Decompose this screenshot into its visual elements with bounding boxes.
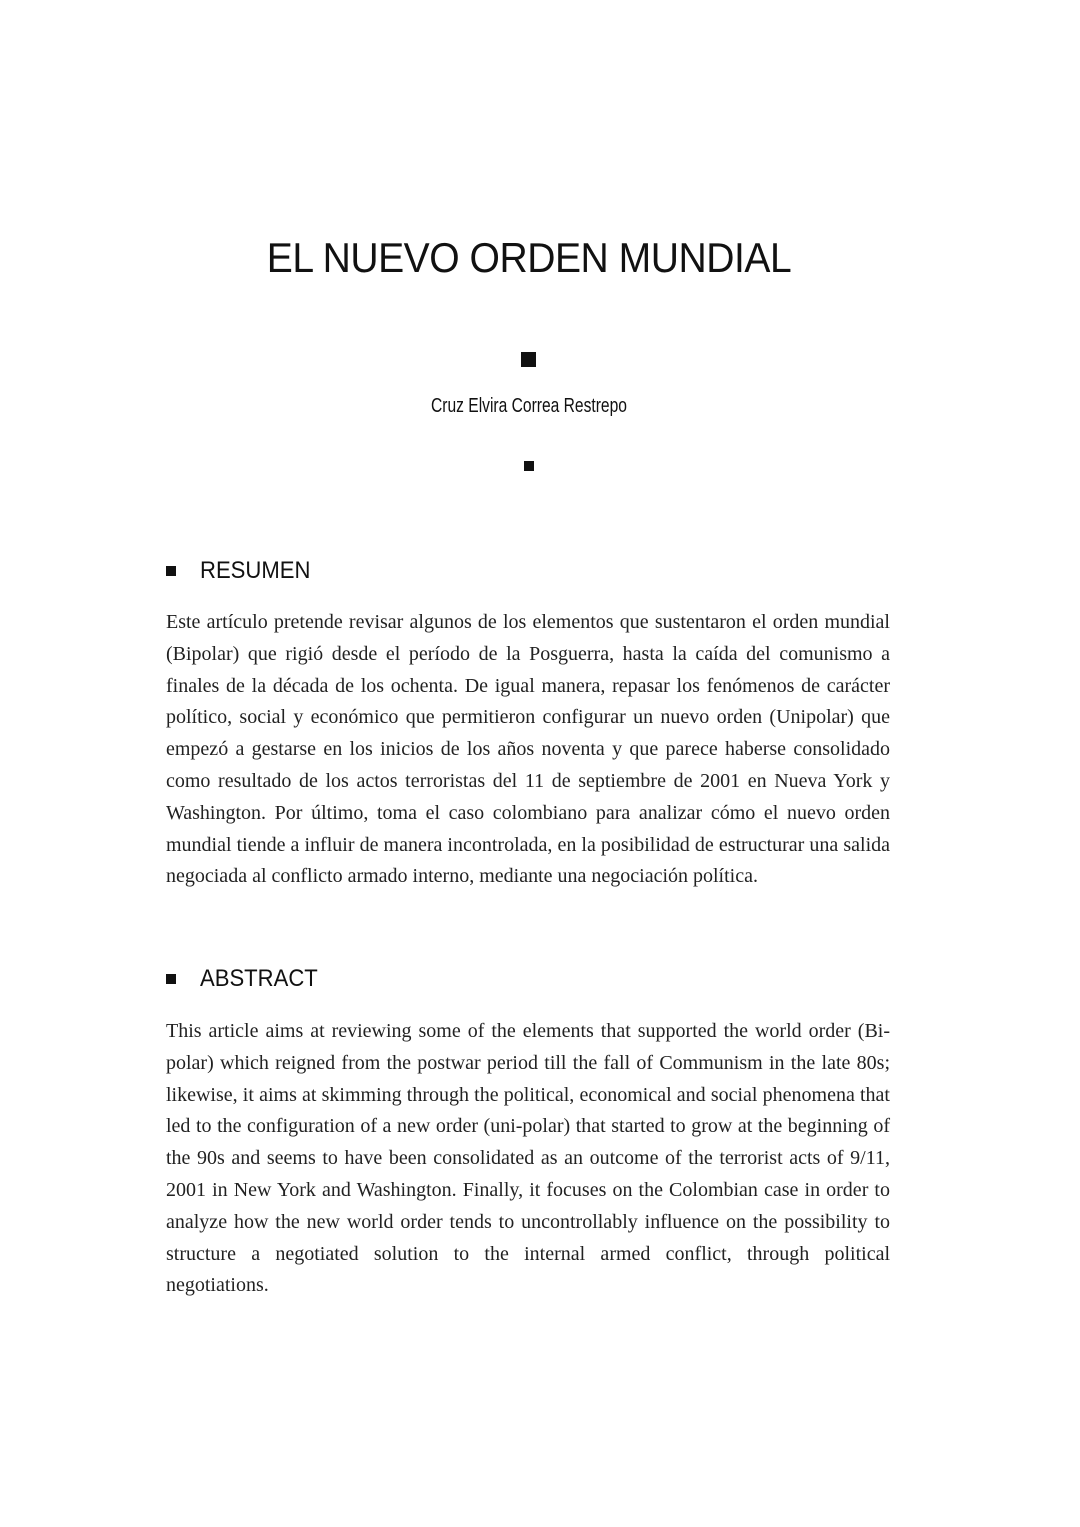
resumen-bullet-square: [166, 566, 176, 576]
abstract-heading-label: ABSTRACT: [200, 965, 318, 992]
title-separator-square: [521, 352, 536, 367]
author-separator-square: [524, 461, 534, 471]
resumen-heading: [166, 553, 320, 589]
resumen-paragraph: Este artículo pretende revisar algunos de los elementos que sustentaron el orden mundial (Bipolar) que rigió desde el período de la Posguerra, hasta la caída del comunismo a finales de la década de los ochenta. De igual manera, repasar los fenómenos de carácter político, social y económico que permitieron configurar un nuevo orden (Unipolar) que empezó a gestarse en los inicios de los años noventa y que parece haberse consolidado como resultado de los actos terroristas del 11 de septiembre de 2001 en Nueva York y Washington. Por último, toma el caso colombiano para analizar cómo el nuevo orden mundial tiende a influir de manera incontrolada, en la posibilidad de estructurar una salida negociada al conflicto armado interno, mediante una negociación política.: [166, 611, 890, 888]
abstract-bullet-square: [166, 974, 176, 984]
resumen-heading-label: RESUMEN: [200, 557, 311, 584]
paper-title: EL NUEVO ORDEN MUNDIAL: [266, 234, 792, 281]
abstract-paragraph: This article aims at reviewing some of the elements that supported the world order (Bi-polar) which reigned from the postwar period till the fall of Communism in the late 80s; likewise, it aims at skimming through the political, economical and social phenomena that led to the configuration of a new order (uni-polar) that started to grow at the beginning of the 90s and seems to have been consolidated as an outcome of the terrorist acts of 9/11, 2001 in New York and Washington. Finally, it focuses on the Colombian case in order to analyze how the new world order tends to uncontrollably influence on the possibility to structure a negotiated solution to the internal armed conflict, through political negotiations.: [166, 1020, 890, 1297]
abstract-heading: [166, 961, 328, 997]
author-name: Cruz Elvira Correa Restrepo: [431, 395, 627, 417]
